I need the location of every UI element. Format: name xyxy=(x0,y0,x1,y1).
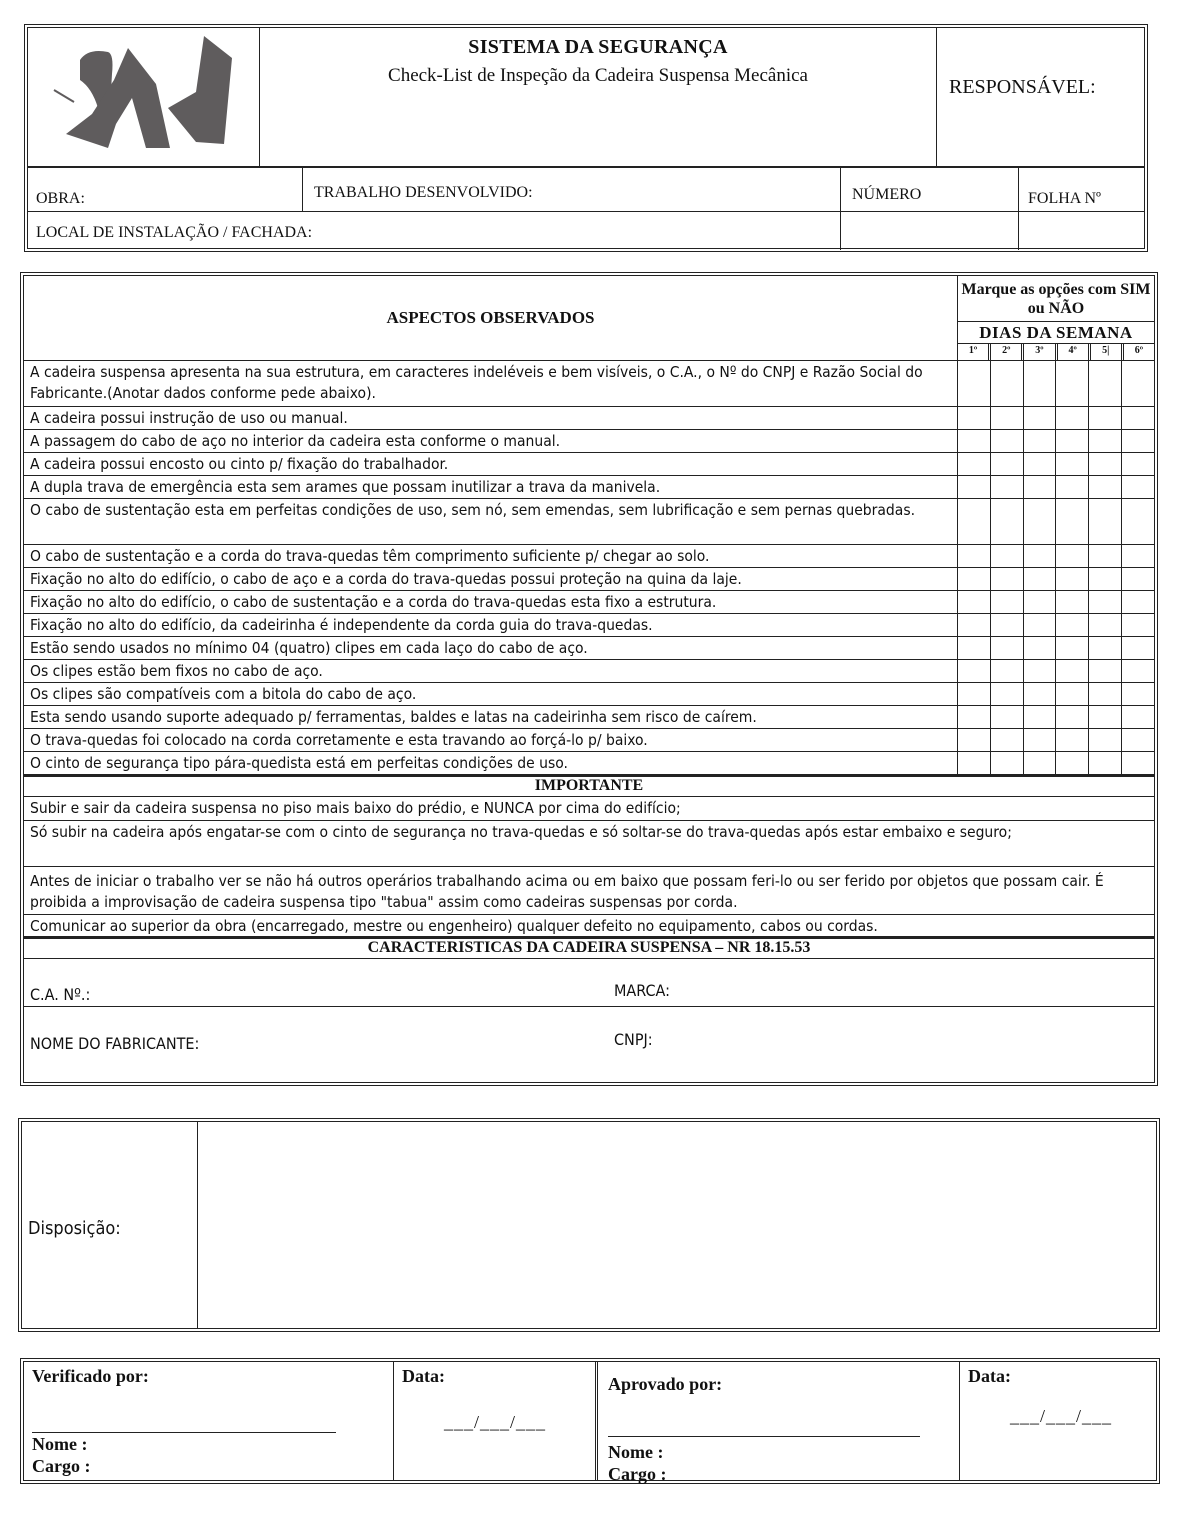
characteristics-row[interactable] xyxy=(24,959,1154,1007)
day-check-cell[interactable] xyxy=(958,545,991,567)
day-check-cell[interactable] xyxy=(1122,407,1154,429)
day-check-cell[interactable] xyxy=(1056,430,1089,452)
approved-date-value: ___/___/___ xyxy=(1010,1406,1113,1426)
day-check-cell[interactable] xyxy=(1122,476,1154,498)
checklist-item-text: O cinto de segurança tipo pára-quedista está em perfeitas condições de uso. xyxy=(24,752,958,774)
signature-block xyxy=(20,1358,1160,1484)
days-header xyxy=(958,276,1154,360)
checklist-row xyxy=(24,545,1154,568)
day-check-cell[interactable] xyxy=(958,407,991,429)
day-check-cell[interactable] xyxy=(1024,660,1057,682)
checklist-item-text: Os clipes são compatíveis com a bitola do cabo de aço. xyxy=(24,683,958,705)
day-check-cell[interactable] xyxy=(1089,430,1122,452)
divider xyxy=(302,168,303,211)
day-check-cell[interactable] xyxy=(991,706,1024,728)
approved-date-cell[interactable] xyxy=(960,1362,1156,1480)
day-check-cell[interactable] xyxy=(1122,706,1154,728)
checklist-row xyxy=(24,476,1154,499)
day-check-cell[interactable] xyxy=(991,660,1024,682)
day-check-cell[interactable] xyxy=(1089,683,1122,705)
disposicao-box xyxy=(18,1118,1160,1332)
day-check-cell[interactable] xyxy=(1089,568,1122,590)
day-check-cell[interactable] xyxy=(991,407,1024,429)
day-1: 1º xyxy=(968,345,978,356)
logo-icon xyxy=(28,28,260,166)
day-check-cell[interactable] xyxy=(958,430,991,452)
verified-date-label: Data: xyxy=(402,1366,445,1386)
characteristics-row[interactable] xyxy=(24,1007,1154,1055)
day-check-cell[interactable] xyxy=(1056,568,1089,590)
day-check-cell[interactable] xyxy=(958,568,991,590)
important-note: Só subir na cadeira após engatar-se com o cinto de segurança no trava-quedas e só soltar-se do trava-quedas após estar embaixo e seguro; xyxy=(24,821,1154,867)
day-check-cell[interactable] xyxy=(991,568,1024,590)
numero-label: NÚMERO xyxy=(852,186,922,203)
day-check-cell[interactable] xyxy=(1024,407,1057,429)
day-check-cell[interactable] xyxy=(1024,706,1057,728)
form-header xyxy=(24,24,1148,252)
characteristics-heading: CARACTERISTICAS DA CADEIRA SUSPENSA – NR 18.15.53 xyxy=(24,937,1154,959)
aspects-table xyxy=(20,272,1158,1086)
checklist-row xyxy=(24,660,1154,683)
day-check-cell[interactable] xyxy=(1089,499,1122,544)
day-check-cell[interactable] xyxy=(1056,545,1089,567)
day-check-cell[interactable] xyxy=(991,430,1024,452)
checklist-row xyxy=(24,499,1154,545)
folha-label: FOLHA Nº xyxy=(1028,190,1101,207)
responsible-field[interactable] xyxy=(936,28,1144,166)
approved-cargo-label: Cargo : xyxy=(608,1464,667,1484)
days-title: DIAS DA SEMANA xyxy=(958,322,1154,344)
day-check-cell[interactable] xyxy=(958,637,991,659)
day-check-cell[interactable] xyxy=(1056,361,1089,406)
mark-instruction: Marque as opções com SIM ou NÃO xyxy=(958,276,1154,322)
day-check-cell[interactable] xyxy=(1056,729,1089,751)
day-check-cell[interactable] xyxy=(1122,752,1154,774)
checklist-row xyxy=(24,430,1154,453)
aspects-header xyxy=(24,276,958,360)
day-check-cell[interactable] xyxy=(991,476,1024,498)
day-check-cell[interactable] xyxy=(958,361,991,406)
checklist-item-text: Esta sendo usando suporte adequado p/ ferramentas, baldes e latas na cadeirinha sem risco de caírem. xyxy=(24,706,958,728)
verified-by-label: Verificado por: xyxy=(32,1366,149,1386)
day-check-cell[interactable] xyxy=(1122,660,1154,682)
responsible-label: RESPONSÁVEL: xyxy=(949,76,1096,98)
verified-date-value: ___/___/___ xyxy=(444,1412,547,1432)
day-check-cell[interactable] xyxy=(1024,752,1057,774)
day-check-cell[interactable] xyxy=(991,453,1024,475)
day-check-cell[interactable] xyxy=(958,476,991,498)
day-check-cell[interactable] xyxy=(1056,614,1089,636)
checklist-item-text: Estão sendo usados no mínimo 04 (quatro) clipes em cada laço do cabo de aço. xyxy=(24,637,958,659)
day-check-cell[interactable] xyxy=(991,614,1024,636)
disposicao-field[interactable] xyxy=(199,1122,1156,1328)
day-check-cell[interactable] xyxy=(1089,706,1122,728)
day-check-cell[interactable] xyxy=(1122,683,1154,705)
checklist-row xyxy=(24,361,1154,407)
day-check-cell[interactable] xyxy=(958,614,991,636)
checklist-item-text: Fixação no alto do edifício, da cadeirinha é independente da corda guia do trava-quedas. xyxy=(24,614,958,636)
checklist-row xyxy=(24,637,1154,660)
day-check-cell[interactable] xyxy=(1024,545,1057,567)
day-check-cell[interactable] xyxy=(1056,683,1089,705)
day-check-cell[interactable] xyxy=(1122,591,1154,613)
day-check-cell[interactable] xyxy=(1056,752,1089,774)
day-check-cell[interactable] xyxy=(1024,453,1057,475)
day-check-cell[interactable] xyxy=(1089,476,1122,498)
disposicao-label: Disposição: xyxy=(28,1218,121,1239)
day-check-cell[interactable] xyxy=(1089,591,1122,613)
checklist-item-text: Fixação no alto do edifício, o cabo de sustentação e a corda do trava-quedas esta fixo a estrutura. xyxy=(24,591,958,613)
fabricante-field-label: NOME DO FABRICANTE: xyxy=(30,1034,200,1053)
day-check-cell[interactable] xyxy=(1122,453,1154,475)
aspects-title: ASPECTOS OBSERVADOS xyxy=(386,308,595,327)
day-check-cell[interactable] xyxy=(1089,729,1122,751)
day-3: 3º xyxy=(1021,344,1054,360)
checklist-row xyxy=(24,407,1154,430)
day-check-cell[interactable] xyxy=(1056,637,1089,659)
checklist-item-text: A cadeira possui encosto ou cinto p/ fixação do trabalhador. xyxy=(24,453,958,475)
cnpj-field-label: CNPJ: xyxy=(614,1030,653,1049)
day-check-cell[interactable] xyxy=(1089,361,1122,406)
day-check-cell[interactable] xyxy=(1089,614,1122,636)
day-6: 6º xyxy=(1121,344,1154,360)
verified-nome-label: Nome : xyxy=(32,1434,88,1454)
day-check-cell[interactable] xyxy=(958,453,991,475)
day-check-cell[interactable] xyxy=(1056,660,1089,682)
approved-by-label: Aprovado por: xyxy=(608,1374,723,1394)
important-note: Antes de iniciar o trabalho ver se não há outros operários trabalhando acima ou em baixo que possam feri-lo ou ser ferido por objetos que possam cair. É proibida a improvisação de cadeira suspensa tipo "tabua" assim como cadeiras suspensas por corda. xyxy=(24,867,1154,915)
header-row-2 xyxy=(28,168,1144,212)
day-check-cell[interactable] xyxy=(991,729,1024,751)
ca-field-label: C.A. Nº.: xyxy=(30,985,91,1004)
day-check-cell[interactable] xyxy=(958,752,991,774)
checklist-row xyxy=(24,752,1154,775)
day-check-cell[interactable] xyxy=(991,591,1024,613)
checklist-item-text: O cabo de sustentação esta em perfeitas condições de uso, sem nó, sem emendas, sem lubrificação e sem pernas quebradas. xyxy=(24,499,958,544)
day-check-cell[interactable] xyxy=(1089,660,1122,682)
checklist-row xyxy=(24,568,1154,591)
day-check-cell[interactable] xyxy=(1089,545,1122,567)
day-check-cell[interactable] xyxy=(1024,430,1057,452)
day-check-cell[interactable] xyxy=(1024,499,1057,544)
marca-field-label: MARCA: xyxy=(614,981,670,1000)
day-check-cell[interactable] xyxy=(958,729,991,751)
checklist-item-text: O trava-quedas foi colocado na corda corretamente e esta travando ao forçá-lo p/ baixo. xyxy=(24,729,958,751)
divider xyxy=(1018,168,1019,211)
day-check-cell[interactable] xyxy=(958,706,991,728)
checklist-row xyxy=(24,453,1154,476)
day-check-cell[interactable] xyxy=(1024,614,1057,636)
company-logo xyxy=(28,28,260,166)
checklist-row xyxy=(24,729,1154,752)
day-check-cell[interactable] xyxy=(958,591,991,613)
day-check-cell[interactable] xyxy=(1024,568,1057,590)
checklist-item-text: A passagem do cabo de aço no interior da cadeira esta conforme o manual. xyxy=(24,430,958,452)
obra-label: OBRA: xyxy=(36,190,85,207)
day-check-cell[interactable] xyxy=(1122,545,1154,567)
verified-cargo-label: Cargo : xyxy=(32,1456,91,1476)
local-label: LOCAL DE INSTALAÇÃO / FACHADA: xyxy=(36,224,313,241)
aspects-list xyxy=(24,360,1154,1055)
verified-by-cell[interactable] xyxy=(24,1362,394,1480)
day-check-cell[interactable] xyxy=(991,637,1024,659)
day-check-cell[interactable] xyxy=(991,752,1024,774)
signature-line xyxy=(32,1432,336,1433)
important-note: Subir e sair da cadeira suspensa no piso mais baixo do prédio, e NUNCA por cima do edifício; xyxy=(24,797,1154,821)
day-check-cell[interactable] xyxy=(1122,614,1154,636)
day-check-cell[interactable] xyxy=(1056,591,1089,613)
day-check-cell[interactable] xyxy=(991,545,1024,567)
day-4: 4º xyxy=(1055,344,1088,360)
day-check-cell[interactable] xyxy=(991,683,1024,705)
verified-date-cell[interactable] xyxy=(394,1362,598,1480)
header-row-3 xyxy=(28,212,1144,250)
day-2: 2º xyxy=(988,344,1021,360)
day-check-cell[interactable] xyxy=(1089,407,1122,429)
day-5: 5| xyxy=(1088,344,1121,360)
day-check-cell[interactable] xyxy=(1024,637,1057,659)
checklist-item-text: A dupla trava de emergência esta sem arames que possam inutilizar a trava da manivela. xyxy=(24,476,958,498)
divider xyxy=(1018,212,1019,250)
checklist-item-text: A cadeira possui instrução de uso ou manual. xyxy=(24,407,958,429)
day-check-cell[interactable] xyxy=(1122,568,1154,590)
day-numbers xyxy=(958,344,1154,360)
day-check-cell[interactable] xyxy=(1024,361,1057,406)
day-check-cell[interactable] xyxy=(1122,499,1154,544)
divider xyxy=(840,168,841,211)
day-check-cell[interactable] xyxy=(1122,729,1154,751)
day-check-cell[interactable] xyxy=(1122,361,1154,406)
day-check-cell[interactable] xyxy=(1024,476,1057,498)
day-check-cell[interactable] xyxy=(1056,499,1089,544)
checklist-row xyxy=(24,591,1154,614)
divider xyxy=(840,212,841,250)
system-title: SISTEMA DA SEGURANÇA xyxy=(468,36,728,58)
signature-line xyxy=(608,1436,920,1437)
disposicao-label-cell xyxy=(22,1122,198,1328)
checklist-item-text: Os clipes estão bem fixos no cabo de aço. xyxy=(24,660,958,682)
form-title: Check-List de Inspeção da Cadeira Suspensa Mecânica xyxy=(388,65,808,86)
day-check-cell[interactable] xyxy=(1122,637,1154,659)
important-note: Comunicar ao superior da obra (encarregado, mestre ou engenheiro) qualquer defeito no equipamento, cabos ou cordas. xyxy=(24,915,1154,937)
checklist-row xyxy=(24,683,1154,706)
approved-nome-label: Nome : xyxy=(608,1442,664,1462)
important-heading: IMPORTANTE xyxy=(24,775,1154,797)
day-check-cell[interactable] xyxy=(1024,591,1057,613)
day-check-cell[interactable] xyxy=(958,499,991,544)
day-check-cell[interactable] xyxy=(1056,476,1089,498)
checklist-item-text: O cabo de sustentação e a corda do trava-quedas têm comprimento suficiente p/ chegar ao solo. xyxy=(24,545,958,567)
day-check-cell[interactable] xyxy=(1089,453,1122,475)
day-check-cell[interactable] xyxy=(1089,752,1122,774)
day-check-cell[interactable] xyxy=(1024,683,1057,705)
approved-date-label: Data: xyxy=(968,1366,1011,1386)
day-check-cell[interactable] xyxy=(1089,637,1122,659)
day-check-cell[interactable] xyxy=(991,361,1024,406)
day-check-cell[interactable] xyxy=(1056,706,1089,728)
checklist-row xyxy=(24,706,1154,729)
trabalho-label: TRABALHO DESENVOLVIDO: xyxy=(314,184,533,201)
day-check-cell[interactable] xyxy=(958,683,991,705)
day-check-cell[interactable] xyxy=(991,499,1024,544)
checklist-row xyxy=(24,614,1154,637)
day-check-cell[interactable] xyxy=(1056,407,1089,429)
approved-by-cell[interactable] xyxy=(600,1362,960,1484)
title-block xyxy=(260,28,936,166)
checklist-item-text: Fixação no alto do edifício, o cabo de aço e a corda do trava-quedas possui proteção na quina da laje. xyxy=(24,568,958,590)
day-check-cell[interactable] xyxy=(1056,453,1089,475)
day-check-cell[interactable] xyxy=(1024,729,1057,751)
checklist-item-text: A cadeira suspensa apresenta na sua estrutura, em caracteres indeléveis e bem visíveis, o C.A., o Nº do CNPJ e Razão Social do Fabricante.(Anotar dados conforme pede abaixo). xyxy=(24,361,958,406)
day-check-cell[interactable] xyxy=(958,660,991,682)
day-check-cell[interactable] xyxy=(1122,430,1154,452)
